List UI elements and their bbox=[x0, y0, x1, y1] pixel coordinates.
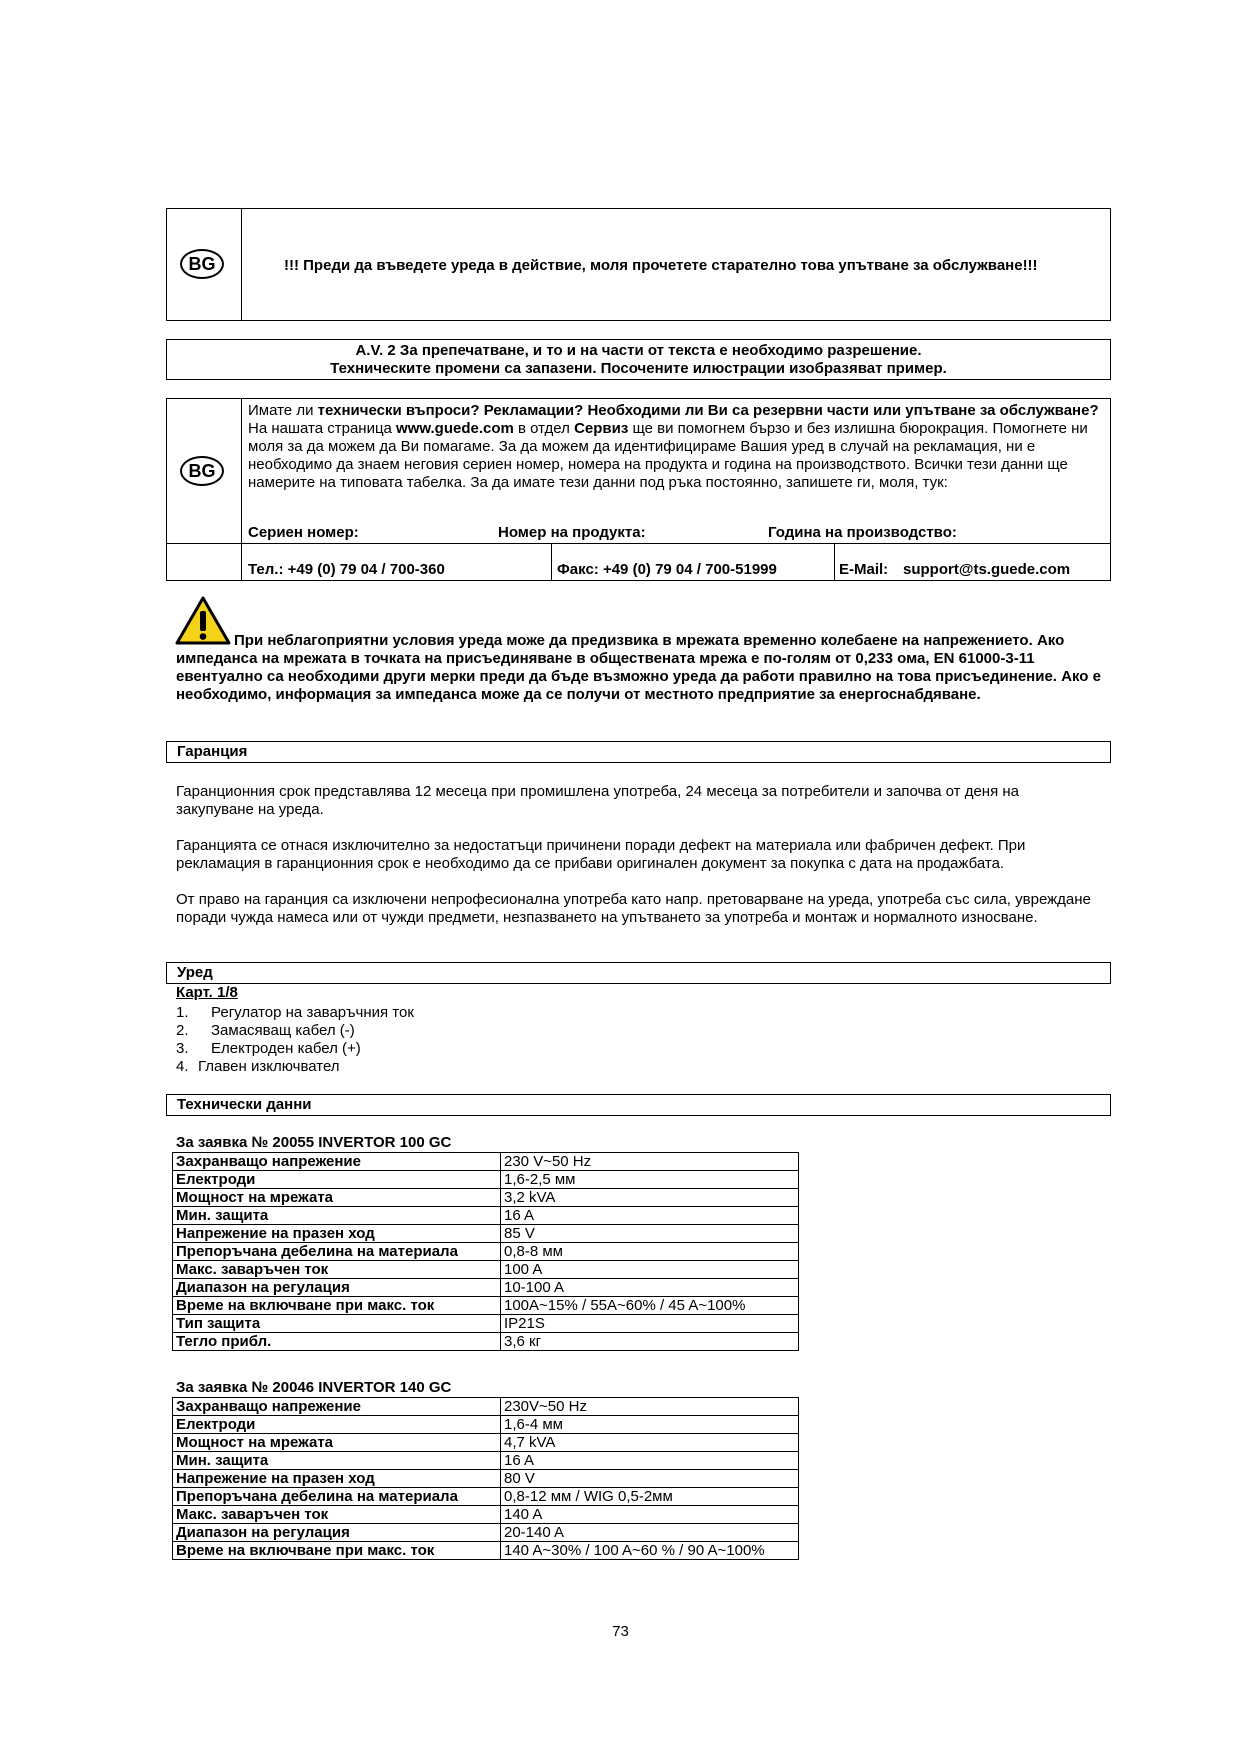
table-row bbox=[173, 1488, 799, 1506]
spec-label: Напрежение на празен ход bbox=[173, 1470, 501, 1488]
service-divider-fax bbox=[551, 543, 552, 580]
spec-label: Напрежение на празен ход bbox=[173, 1225, 501, 1243]
voltage-notice-rest: Ако импеданса на мрежата в точката на присъединяване в обществената мрежа е по-голям от 0,233 ома, EN 61000-3-11 евентуално са необходими други мерки преди да бъде възможно уреда да работи правилно на това присъединение. Ако е необходимо, информация за импеданса може да се получи от местното предприятие за енергоснабдяване. bbox=[176, 632, 1101, 703]
table-row bbox=[173, 1315, 799, 1333]
device-figure-ref: Карт. 1/8 bbox=[176, 984, 238, 1001]
spec-value: 16 A bbox=[501, 1452, 799, 1470]
list-item: 2. Замасяващ кабел (-) bbox=[176, 1022, 355, 1039]
spec-value: 100 A bbox=[501, 1261, 799, 1279]
voltage-notice-first: При неблагоприятни условия уреда може да предизвика в мрежата временно колебаене на напрежението. bbox=[234, 632, 1033, 649]
warranty-paragraph-1: Гаранционния срок представлява 12 месеца при промишлена употреба, 24 месеца за потребители и започва от деня на закупуване на уреда. bbox=[176, 783, 1020, 818]
list-item: 3. Електроден кабел (+) bbox=[176, 1040, 361, 1057]
warranty-header: Гаранция bbox=[166, 741, 1111, 763]
warranty-paragraph-2: Гаранцията се отнася изключително за недостатъци причинени поради дефект на материала или фабричен дефект. При рекламация в гаранционния срок е необходимо да се прибави оригинален документ за покупка с дата на продажбата. bbox=[176, 837, 1026, 872]
bg-language-badge: BG bbox=[180, 249, 224, 279]
service-text bbox=[248, 402, 1103, 492]
serial-number-label: Сериен номер: bbox=[248, 524, 359, 541]
email-label: E-Mail: bbox=[839, 561, 889, 578]
spec-value: 16 A bbox=[501, 1207, 799, 1225]
table-row bbox=[173, 1207, 799, 1225]
spec-label: Захранващо напрежение bbox=[173, 1153, 501, 1171]
list-item: 4. Главен изключвател bbox=[176, 1058, 340, 1075]
table-row bbox=[173, 1189, 799, 1207]
spec-table-invertor-140 bbox=[172, 1397, 799, 1560]
spec-value: 20-140 A bbox=[501, 1524, 799, 1542]
product-number-label: Номер на продукта: bbox=[498, 524, 646, 541]
spec-value: 3,2 kVA bbox=[501, 1189, 799, 1207]
table-row bbox=[173, 1470, 799, 1488]
spec-label: Време на включване при макс. ток bbox=[173, 1542, 501, 1560]
table-row bbox=[173, 1333, 799, 1351]
spec-value: 0,8-8 мм bbox=[501, 1243, 799, 1261]
spec-value: 230 V~50 Hz bbox=[501, 1153, 799, 1171]
spec-value: 0,8-12 мм / WIG 0,5-2мм bbox=[501, 1488, 799, 1506]
spec-value: 80 V bbox=[501, 1470, 799, 1488]
spec-label: Препоръчана дебелина на материала bbox=[173, 1243, 501, 1261]
spec-label: Електроди bbox=[173, 1171, 501, 1189]
service-divider-v bbox=[241, 399, 242, 580]
service-box bbox=[166, 398, 1111, 581]
spec-label: Мощност на мрежата bbox=[173, 1434, 501, 1452]
production-year-label: Година на производство: bbox=[768, 524, 957, 541]
phone-number: Тел.: +49 (0) 79 04 / 700-360 bbox=[248, 561, 445, 578]
header-divider bbox=[241, 209, 242, 320]
table-row bbox=[173, 1261, 799, 1279]
spec-label: Мин. защита bbox=[173, 1207, 501, 1225]
spec-value: 140 A~30% / 100 A~60 % / 90 A~100% bbox=[501, 1542, 799, 1560]
email-link[interactable]: support@ts.guede.com bbox=[903, 561, 1071, 578]
spec-label: Диапазон на регулация bbox=[173, 1279, 501, 1297]
spec-label: Мощност на мрежата bbox=[173, 1189, 501, 1207]
bg-language-badge-service: BG bbox=[180, 456, 224, 486]
table-row bbox=[173, 1506, 799, 1524]
service-department: Сервиз bbox=[574, 420, 629, 437]
warranty-paragraph-3: От право на гаранция са изключени непрофесионална употреба като напр. претоварване на уреда, употреба със сила, увреждане поради чужда намеса или от чужди предмети, незпазването на упътването за употреба и монтаж и нормалното износване. bbox=[176, 891, 1091, 926]
spec-label: Тип защита bbox=[173, 1315, 501, 1333]
copyright-box bbox=[166, 339, 1111, 380]
spec-value: 4,7 kVA bbox=[501, 1434, 799, 1452]
service-text-3: ще ви помогнем бързо и без излишна бюрокрация. Помогнете ни моля за да можем да Ви помагаме. За да можем да идентифицираме Вашия уред в случай на рекламация, ни е необходимо да знаем неговия сериен номер, номера на продукта и година на производството. Всички тези данни ще намерите на типовата табелка. За да имате тези данни под ръка постоянно, запишете ги, моля, тук: bbox=[248, 420, 1088, 491]
table-row bbox=[173, 1279, 799, 1297]
spec-value: 140 A bbox=[501, 1506, 799, 1524]
spec-value: IP21S bbox=[501, 1315, 799, 1333]
spec-value: 3,6 кг bbox=[501, 1333, 799, 1351]
service-question: технически въпроси? Рекламации? Необходими ли Ви са резервни части или упътване за обслужване? bbox=[317, 402, 1099, 419]
spec-label: Тегло прибл. bbox=[173, 1333, 501, 1351]
spec-label: Електроди bbox=[173, 1416, 501, 1434]
table-row bbox=[173, 1524, 799, 1542]
copyright-line-2: Техническите промени са запазени. Посочените илюстрации изобразяват пример. bbox=[330, 360, 947, 377]
spec-value: 100A~15% / 55A~60% / 45 A~100% bbox=[501, 1297, 799, 1315]
table-row bbox=[173, 1452, 799, 1470]
spec-table-invertor-100 bbox=[172, 1152, 799, 1351]
spec-label: Макс. заваръчен ток bbox=[173, 1506, 501, 1524]
spec-value: 1,6-4 мм bbox=[501, 1416, 799, 1434]
service-text-2: в отдел bbox=[513, 420, 575, 437]
spec-value: 10-100 A bbox=[501, 1279, 799, 1297]
service-divider-email bbox=[834, 543, 835, 580]
spec-label: Време на включване при макс. ток bbox=[173, 1297, 501, 1315]
table-row bbox=[173, 1398, 799, 1416]
table-row bbox=[173, 1434, 799, 1452]
fax-number: Факс: +49 (0) 79 04 / 700-51999 bbox=[557, 561, 777, 578]
voltage-notice bbox=[176, 632, 1106, 704]
device-header: Уред bbox=[166, 962, 1111, 984]
spec-label: Захранващо напрежение bbox=[173, 1398, 501, 1416]
table-row bbox=[173, 1297, 799, 1315]
table-row bbox=[173, 1243, 799, 1261]
table-2-title: За заявка № 20046 INVERTOR 140 GC bbox=[176, 1379, 452, 1396]
warning-header-box bbox=[166, 208, 1111, 321]
spec-label: Мин. защита bbox=[173, 1452, 501, 1470]
table-row bbox=[173, 1416, 799, 1434]
spec-value: 1,6-2,5 мм bbox=[501, 1171, 799, 1189]
spec-value: 230V~50 Hz bbox=[501, 1398, 799, 1416]
tech-data-header: Технически данни bbox=[166, 1094, 1111, 1116]
service-question-prefix: Имате ли bbox=[248, 402, 318, 419]
table-row bbox=[173, 1225, 799, 1243]
copyright-line-1: A.V. 2 За препечатване, и то и на части от текста е необходимо разрешение. bbox=[355, 342, 922, 359]
table-row bbox=[173, 1542, 799, 1560]
list-item: 1. Регулатор на заваръчния ток bbox=[176, 1004, 414, 1021]
read-manual-warning: !!! Преди да въведете уреда в действие, моля прочетете старателно това упътване за обслужване!!! bbox=[284, 257, 1038, 274]
spec-label: Макс. заваръчен ток bbox=[173, 1261, 501, 1279]
table-row bbox=[173, 1171, 799, 1189]
spec-value: 85 V bbox=[501, 1225, 799, 1243]
spec-label: Диапазон на регулация bbox=[173, 1524, 501, 1542]
page-number: 73 bbox=[612, 1623, 629, 1640]
service-divider-h bbox=[167, 543, 1110, 544]
service-text-1: На нашата страница bbox=[248, 420, 397, 437]
spec-label: Препоръчана дебелина на материала bbox=[173, 1488, 501, 1506]
table-1-title: За заявка № 20055 INVERTOR 100 GC bbox=[176, 1134, 452, 1151]
website-link[interactable]: www.guede.com bbox=[396, 420, 514, 437]
table-row bbox=[173, 1153, 799, 1171]
